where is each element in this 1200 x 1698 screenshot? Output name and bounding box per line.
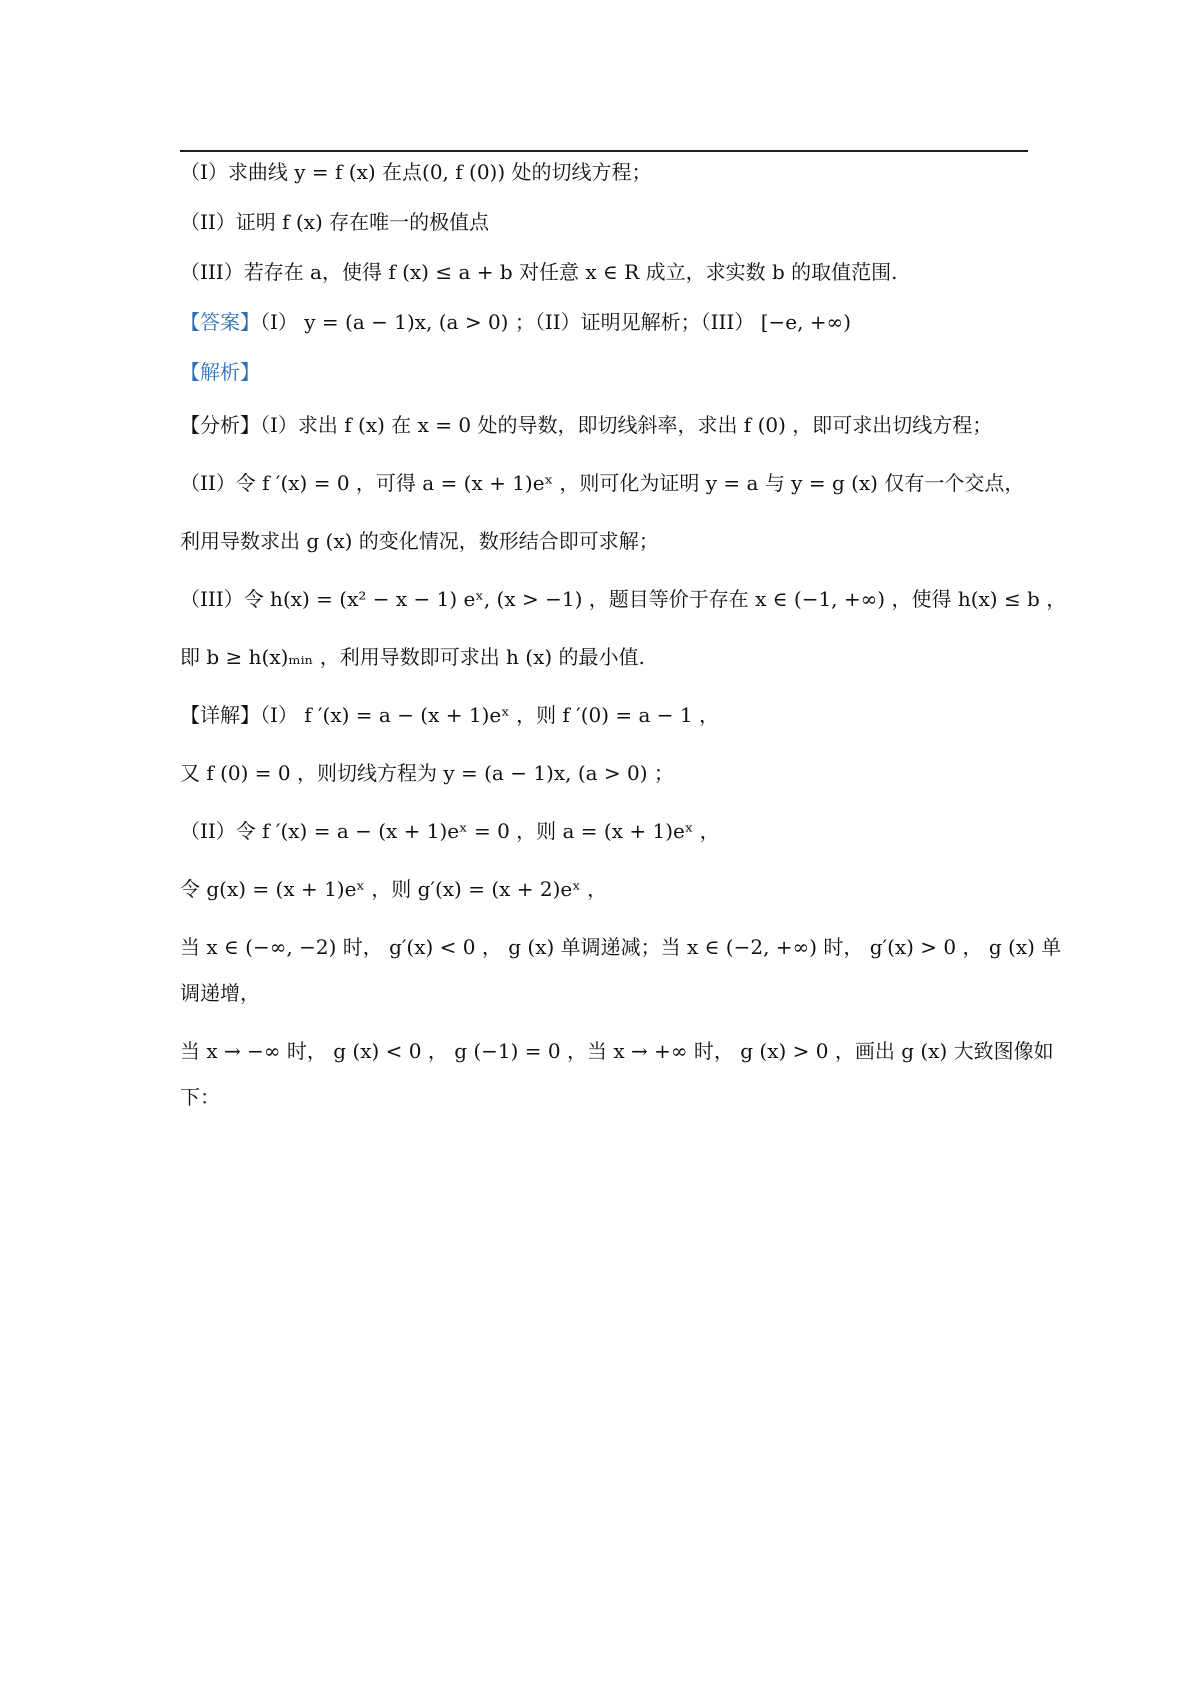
fenxi-line-1 [180, 410, 1040, 440]
answer-tag: 【答案】 [180, 310, 260, 334]
blank-figure-area [180, 1215, 1028, 1655]
fenxi-line-4: （III）令 h(x) = (x² − x − 1) eˣ, (x > −1) ，题目等价于存在 x ∈ (−1, +∞) ，使得 h(x) ≤ b ， [180, 587, 1067, 611]
xiangjie-line-7: 当 x → −∞ 时， g (x) < 0 ， g (−1) = 0 ，当 x → +∞ 时， g (x) > 0 ，画出 g (x) 大致图像如 [180, 1039, 1054, 1063]
analysis-tag: 【解析】 [180, 360, 260, 384]
question-part-1: （I）求曲线 y = f (x) 在点(0, f (0)) 处的切线方程； [180, 160, 652, 184]
question-part-3: （III）若存在 a，使得 f (x) ≤ a + b 对任意 x ∈ R 成立，求实数 b 的取值范围. [180, 260, 898, 284]
xiangjie-line-2: 又 f (0) = 0 ，则切线方程为 y = (a − 1)x, (a > 0) ； [180, 761, 674, 785]
xiangjie-line-1 [180, 700, 1040, 730]
xiangjie-line-6: 调递增， [180, 981, 260, 1005]
xiangjie-line-8: 下： [180, 1085, 220, 1109]
xiangjie-line-5: 当 x ∈ (−∞, −2) 时， g′(x) < 0 ， g (x) 单调递减；当 x ∈ (−2, +∞) 时， g′(x) > 0 ， g (x) 单 [180, 935, 1062, 959]
xiangjie-line-3: （II）令 f ′(x) = a − (x + 1)eˣ = 0 ，则 a = (x + 1)eˣ ， [180, 819, 720, 843]
answer-line [180, 307, 1040, 337]
question-part-2: （II）证明 f (x) 存在唯一的极值点 [180, 210, 490, 234]
xiangjie-text-1: （I） f ′(x) = a − (x + 1)eˣ ，则 f ′(0) = a − 1 ， [260, 703, 720, 727]
answer-text: （I） y = (a − 1)x, (a > 0) ；（II）证明见解析；（III） [−e, +∞) [260, 310, 852, 334]
fenxi-line-3: 利用导数求出 g (x) 的变化情况，数形结合即可求解； [180, 529, 659, 553]
fenxi-line-5: 即 b ≥ h(x)ₘᵢₙ ，利用导数即可求出 h (x) 的最小值. [180, 645, 645, 669]
analysis-heading [180, 357, 1040, 387]
fenxi-tag: 【分析】 [180, 413, 260, 437]
header-rule [180, 150, 1028, 152]
fenxi-text-1: （I）求出 f (x) 在 x = 0 处的导数，即切线斜率，求出 f (0) ，即可求出切线方程； [260, 413, 993, 437]
xiangjie-tag: 【详解】 [180, 703, 260, 727]
xiangjie-line-4: 令 g(x) = (x + 1)eˣ ，则 g′(x) = (x + 2)eˣ ， [180, 877, 608, 901]
fenxi-line-2: （II）令 f ′(x) = 0 ，可得 a = (x + 1)eˣ ，则可化为证明 y = a 与 y = g (x) 仅有一个交点， [180, 471, 1025, 495]
